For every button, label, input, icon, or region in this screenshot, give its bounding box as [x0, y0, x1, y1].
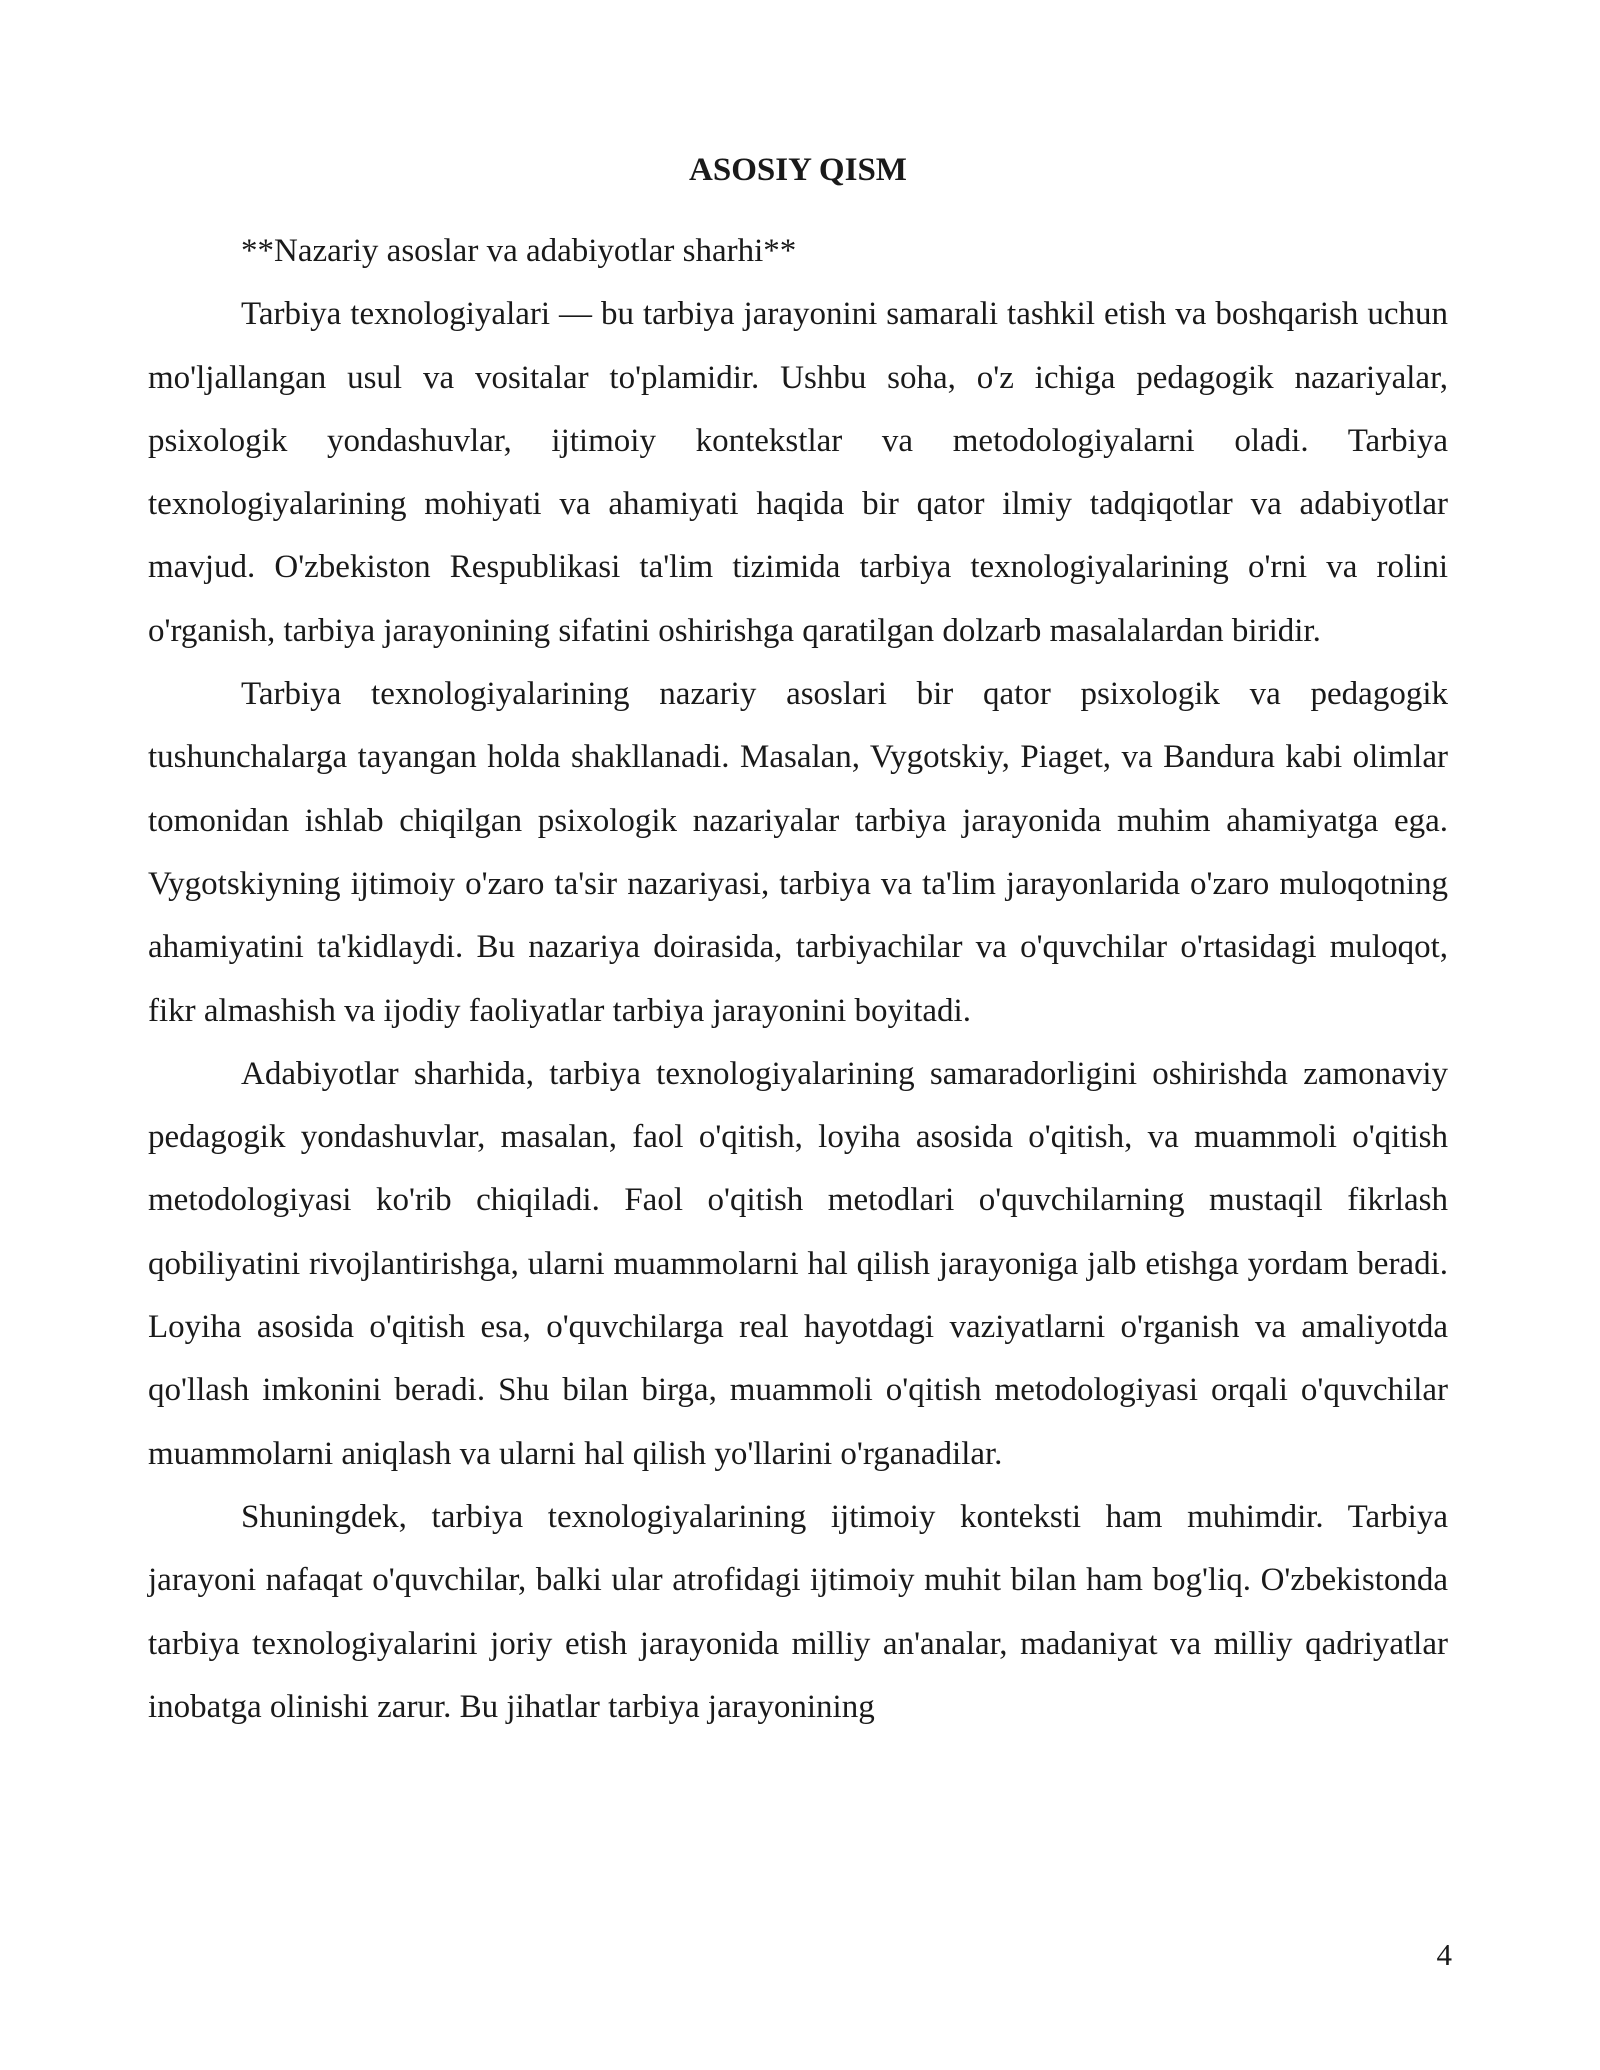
paragraph-1: Tarbiya texnologiyalari — bu tarbiya jarayonini samarali tashkil etish va boshqarish uchun mo'ljallangan usul va vositalar to'plamidir. Ushbu soha, o'z ichiga pedagogik nazariyalar, psixologik yondashuvlar, ijtimoiy kontekstlar va metodologiyalarni oladi. Tarbiya texnologiyalarining mohiyati va ahamiyati haqida bir qator ilmiy tadqiqotlar va adabiyotlar mavjud. O'zbekiston Respublikasi ta'lim tizimida tarbiya texnologiyalarining o'rni va rolini o'rganish, tarbiya jarayonining sifatini oshirishga qaratilgan dolzarb masalalardan biridir.	[148, 296, 1448, 649]
paragraph-4: Shuningdek, tarbiya texnologiyalarining ijtimoiy konteksti ham muhimdir. Tarbiya jarayoni nafaqat o'quvchilar, balki ular atrofidagi ijtimoiy muhit bilan ham bog'liq. O'zbekistonda tarbiya texnologiyalarini joriy etish jarayonida milliy an'analar, madaniyat va milliy qadriyatlar inobatga olinishi zarur. Bu jihatlar tarbiya jarayonining	[148, 1498, 1448, 1725]
paragraph-2: Tarbiya texnologiyalarining nazariy asoslari bir qator psixologik va pedagogik tushunchalarga tayangan holda shakllanadi. Masalan, Vygotskiy, Piaget, va Bandura kabi olimlar tomonidan ishlab chiqilgan psixologik nazariyalar tarbiya jarayonida muhim ahamiyatga ega. Vygotskiyning ijtimoiy o'zaro ta'sir nazariyasi, tarbiya va ta'lim jarayonlarida o'zaro muloqotning ahamiyatini ta'kidlaydi. Bu nazariya doirasida, tarbiyachilar va o'quvchilar o'rtasidagi muloqot, fikr almashish va ijodiy faoliyatlar tarbiya jarayonini boyitadi.	[148, 676, 1448, 1029]
page-number: 4	[1436, 1937, 1452, 1972]
subsection-heading: **Nazariy asoslar va adabiyotlar sharhi**	[241, 233, 797, 269]
document-body	[148, 220, 1448, 1739]
paragraph-3: Adabiyotlar sharhida, tarbiya texnologiyalarining samaradorligini oshirishda zamonaviy pedagogik yondashuvlar, masalan, faol o'qitish, loyiha asosida o'qitish, va muammoli o'qitish metodologiyasi ko'rib chiqiladi. Faol o'qitish metodlari o'quvchilarning mustaqil fikrlash qobiliyatini rivojlantirishga, ularni muammolarni hal qilish jarayoniga jalb etishga yordam beradi. Loyiha asosida o'qitish esa, o'quvchilarga real hayotdagi vaziyatlarni o'rganish va amaliyotda qo'llash imkonini beradi. Shu bilan birga, muammoli o'qitish metodologiyasi orqali o'quvchilar muammolarni aniqlash va ularni hal qilish yo'llarini o'rganadilar.	[148, 1055, 1448, 1472]
section-heading: ASOSIY QISM	[689, 152, 907, 188]
